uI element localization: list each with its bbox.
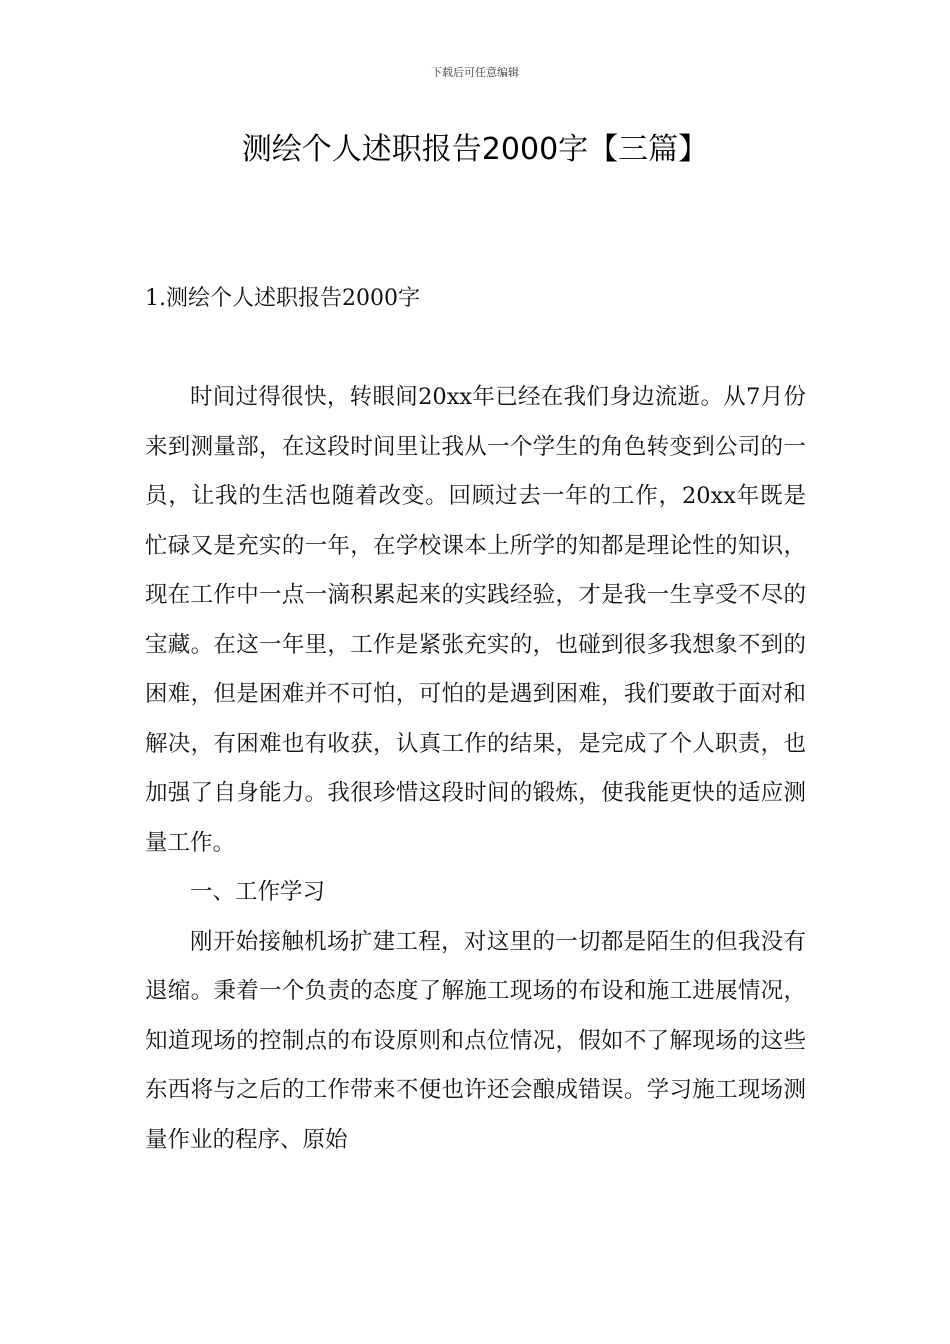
paragraph-subheading-work-study: 一、工作学习	[190, 879, 326, 905]
paragraph-intro: 时间过得很快，转眼间20xx年已经在我们身边流逝。从7月份来到测量部，在这段时间里让我从一个学生的角色转变到公司的一员，让我的生活也随着改变。回顾过去一年的工作，20xx年既是忙碌又是充实的一年，在学校课本上所学的知都是理论性的知识，现在工作中一点一滴积累起来的实践经验，才是我一生享受不尽的宝藏。在这一年里，工作是紧张充实的，也碰到很多我想象不到的困难，但是困难并不可怕，可怕的是遇到困难，我们要敢于面对和解决，有困难也有收获，认真工作的结果，是完成了个人职责，也加强了自身能力。我很珍惜这段时间的锻炼，使我能更快的适应测量工作。	[145, 384, 806, 856]
document-body	[145, 373, 806, 1165]
section-heading: 1.测绘个人述职报告2000字	[145, 286, 420, 311]
paragraph-work-study: 刚开始接触机场扩建工程，对这里的一切都是陌生的但我没有退缩。秉着一个负责的态度了解施工现场的布设和施工进展情况，知道现场的控制点的布设原则和点位情况，假如不了解现场的这些东西将与之后的工作带来不便也许还会酿成错误。学习施工现场测量作业的程序、原始	[145, 928, 806, 1153]
header-note: 下载后可任意编辑	[431, 66, 519, 79]
document-title: 测绘个人述职报告2000字【三篇】	[241, 132, 709, 167]
